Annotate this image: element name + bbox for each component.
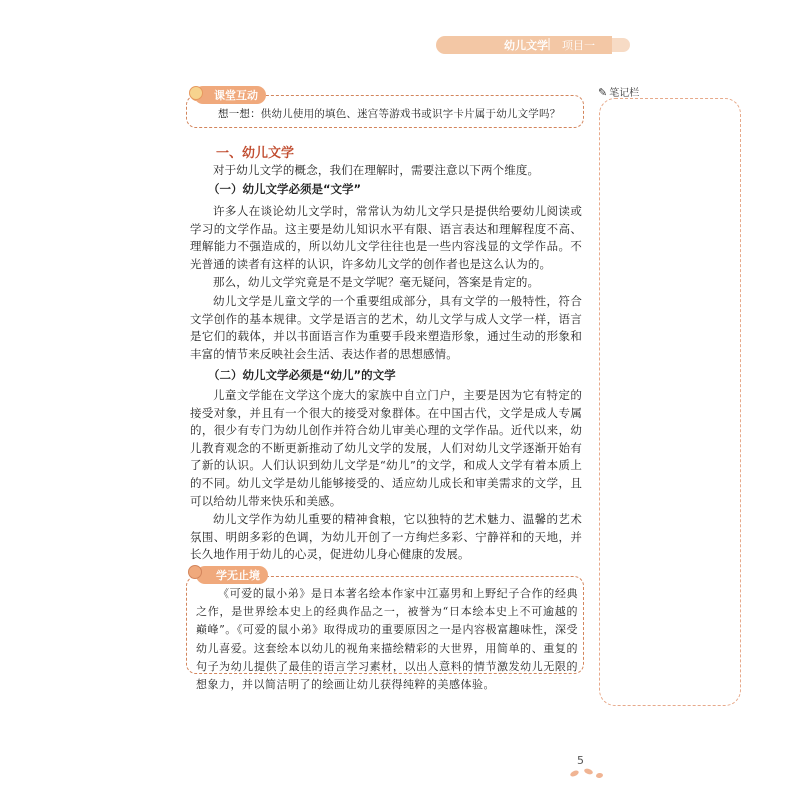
leaf-icon [569, 769, 579, 777]
bird-icon [188, 565, 202, 579]
notes-label: 笔记栏 [609, 88, 640, 99]
section-heading: 一、幼儿文学 [216, 146, 295, 161]
paragraph-5: 幼儿文学作为幼儿重要的精神食粮，它以独特的艺术魅力、温馨的艺术氛围、明朗多彩的色调，为幼儿开创了一方绚烂多彩、宁静祥和的天地，并长久地作用于幼儿的心灵，促进幼儿身心健康的发展。 [190, 512, 582, 562]
subheading-2: （二）幼儿文学必须是“幼儿”的文学 [208, 368, 396, 382]
header-title: 幼儿文学 [504, 39, 548, 52]
leaf-icon [583, 768, 593, 776]
paragraph-1: 许多人在谈论幼儿文学时，常常认为幼儿文学只是提供给要幼儿阅读或学习的文学作品。这主要是幼儿知识水平有限、语言表达和理解程度不高、理解能力不强造成的，所以幼儿文学往往也是一些内容浅显的文学作品。不光普通的读者有这样的认识，许多幼儿文学的创作者也是这么认为的。 [190, 204, 582, 271]
header-separator: | [547, 36, 552, 50]
paragraph-3: 幼儿文学是儿童文学的一个重要组成部分，具有文学的一般特性，符合文学创作的基本规律。文学是语言的艺术，幼儿文学与成人文学一样，语言是它们的载体，并以书面语言作为重要手段来塑造形象，通过生动的形象和丰富的情节来反映社会生活、表达作者的思想感情。 [190, 294, 582, 361]
page-number: 5 [577, 754, 584, 767]
notes-box [599, 98, 741, 706]
classroom-tag: 课堂互动 [194, 86, 266, 104]
notes-header [598, 84, 639, 99]
pen-icon: ✎ [598, 86, 608, 99]
section-intro: 对于幼儿文学的概念，我们在理解时，需要注意以下两个维度。 [213, 163, 540, 177]
classroom-question: 想一想：供幼儿使用的填色、迷宫等游戏书或识字卡片属于幼儿文学吗？ [218, 108, 561, 120]
smile-icon [189, 86, 203, 100]
leaf-icon [596, 772, 604, 778]
study-text: 《可爱的鼠小弟》是日本著名绘本作家中江嘉男和上野纪子合作的经典之作，是世界绘本史上的经典作品之一，被誉为“日本绘本史上不可逾越的巅峰”。《可爱的鼠小弟》取得成功的重要原因之一是内容极富趣味性，深受幼儿喜爱。这套绘本以幼儿的视角来描绘精彩的大世界，用简单的、重复的句子为幼儿提供了最佳的语言学习素材，以出人意料的情节激发幼儿无限的想象力，并以简洁明了的绘画让幼儿获得纯粹的美感体验。 [196, 587, 578, 692]
header-band-tail [612, 38, 630, 52]
study-tag: 学无止境 [196, 566, 268, 584]
paragraph-4: 儿童文学能在文学这个庞大的家族中自立门户，主要是因为它有特定的接受对象，并且有一个很大的接受对象群体。在中国古代，文学是成人专属的，很少有专门为幼儿创作并符合幼儿审美心理的文学作品。近代以来，幼儿教育观念的不断更新推动了幼儿文学的发展，人们对幼儿文学逐渐开始有了新的认识。人们认识到幼儿文学是“幼儿”的文学，和成人文学有着本质上的不同。幼儿文学是幼儿能够接受的、适应幼儿成长和审美需求的文学，且可以给幼儿带来快乐和美感。 [190, 388, 582, 508]
subheading-1: （一）幼儿文学必须是“文学” [208, 182, 362, 196]
header-subtitle: 项目一 [562, 39, 595, 52]
paragraph-2: 那么，幼儿文学究竟是不是文学呢？毫无疑问，答案是肯定的。 [213, 275, 540, 289]
